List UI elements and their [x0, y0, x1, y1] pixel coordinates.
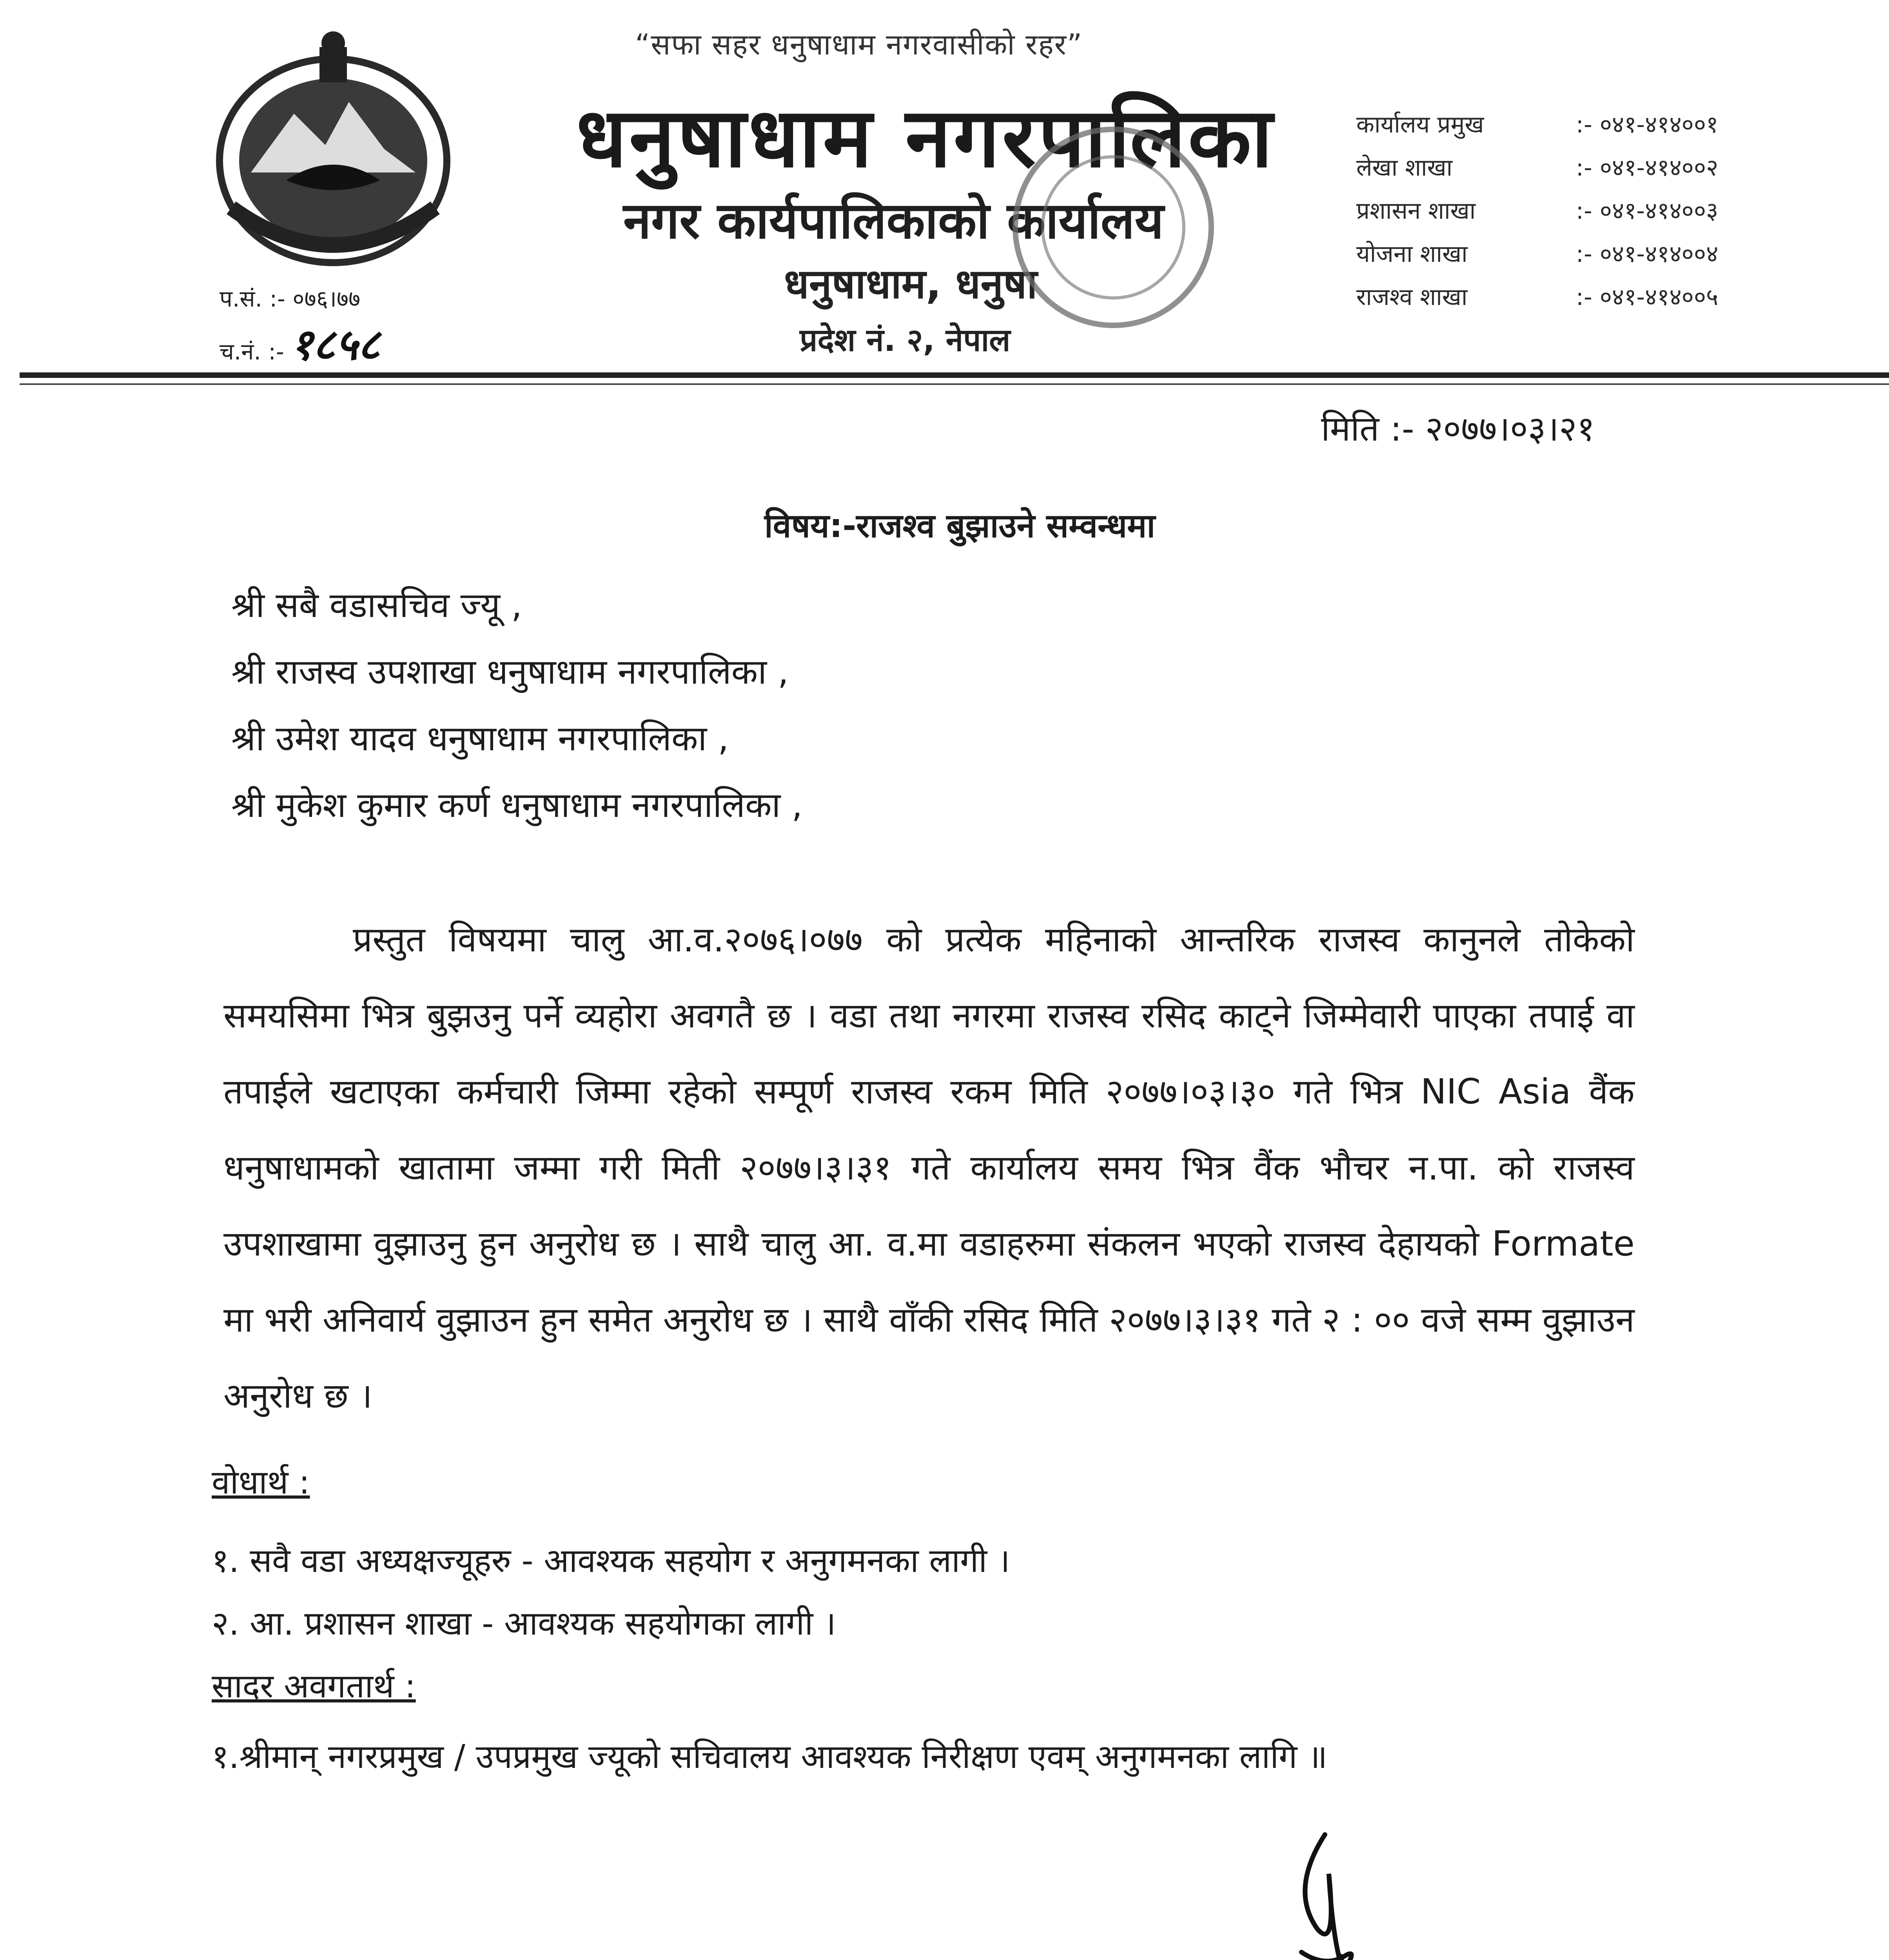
recipient-line: श्री सबै वडासचिव ज्यू , — [231, 585, 522, 625]
address-line-1: धनुषाधाम, धनुषा — [784, 260, 1038, 308]
office-subtitle: नगर कार्यपालिकाको कार्यालय — [623, 192, 1164, 250]
nepal-emblem-icon — [208, 31, 459, 276]
header-divider — [20, 372, 1889, 378]
header-divider-thin — [20, 383, 1889, 385]
letter-subject: विषय:-राजश्व बुझाउने सम्वन्धमा — [764, 506, 1156, 545]
phone-row: प्रशासन शाखा :- ०४१-४१४००३ — [1356, 197, 1718, 225]
dispatch-number-row — [220, 314, 380, 372]
phone-list — [1356, 102, 1842, 318]
cc-item: २. आ. प्रशासन शाखा - आवश्यक सहयोगका लागी । — [212, 1604, 836, 1642]
info-item: १.श्रीमान् नगरप्रमुख / उपप्रमुख ज्यूको सचिवालय आवश्यक निरीक्षण एवम् अनुगमनका लागि ॥ — [212, 1737, 1328, 1776]
cc-heading: वोधार्थ : — [212, 1463, 310, 1501]
letter-date: मिति :- २०७७।०३।२१ — [1321, 408, 1595, 449]
phone-row: राजश्व शाखा :- ०४१-४१४००५ — [1356, 283, 1718, 311]
recipient-line: श्री मुकेश कुमार कर्ण धनुषाधाम नगरपालिका , — [231, 785, 803, 825]
signature-icon — [1160, 1827, 1533, 1960]
phone-row: लेखा शाखा :- ०४१-४१४००२ — [1356, 154, 1718, 181]
letter-body — [223, 902, 1635, 1434]
reference-number: प.सं. :- ०७६।७७ — [220, 285, 361, 312]
info-heading: सादर अवगतार्थ : — [212, 1667, 416, 1705]
dispatch-number: १८५८ — [290, 319, 380, 370]
phone-row: कार्यालय प्रमुख :- ०४१-४१४००१ — [1356, 111, 1718, 138]
cc-item: १. सवै वडा अध्यक्षज्यूहरु - आवश्यक सहयोग र अनुगमनका लागी । — [212, 1541, 1010, 1580]
municipality-title: धनुषाधाम नगरपालिका — [576, 90, 1275, 186]
dispatch-label: च.नं. :- — [220, 338, 284, 365]
address-line-2: प्रदेश नं. २, नेपाल — [800, 322, 1011, 358]
body-paragraph: प्रस्तुत विषयमा चालु आ.व.२०७६।०७७ को प्रत्येक महिनाको आन्तरिक राजस्व कानुनले तोकेको समयसिमा भित्र बुझउनु पर्ने व्यहोरा अवगतै छ । वडा तथा नगरमा राजस्व रसिद काट्ने जिम्मेवारी पाएका तपाई वा तपाईले खटाएका कर्मचारी जिम्मा रहेको सम्पूर्ण राजस्व रकम मिति २०७७।०३।३० गते भित्र NIC Asia वैंक धनुषाधामको खातामा जम्मा गरी मिती २०७७।३।३१ गते कार्यालय समय भित्र वैंक भौचर न.पा. को राजस्व उपशाखामा वुझाउनु हुन अनुरोध छ । साथै चालु आ. व.मा वडाहरुमा संकलन भएको राजस्व देहायको Formate मा भरी अनिवार्य वुझाउन हुन समेत अनुरोध छ । साथै वाँकी रसिद मिति २०७७।३।३१ गते २ : ०० वजे सम्म वुझाउन अनुरोध छ । — [223, 919, 1635, 1416]
office-stamp-icon — [1003, 118, 1223, 339]
recipient-line: श्री राजस्व उपशाखा धनुषाधाम नगरपालिका , — [231, 652, 789, 692]
motto: “सफा सहर धनुषाधाम नगरवासीको रहर” — [635, 28, 1083, 62]
recipient-line: श्री उमेश यादव धनुषाधाम नगरपालिका , — [231, 718, 729, 759]
phone-row: योजना शाखा :- ०४१-४१४००४ — [1356, 240, 1718, 268]
